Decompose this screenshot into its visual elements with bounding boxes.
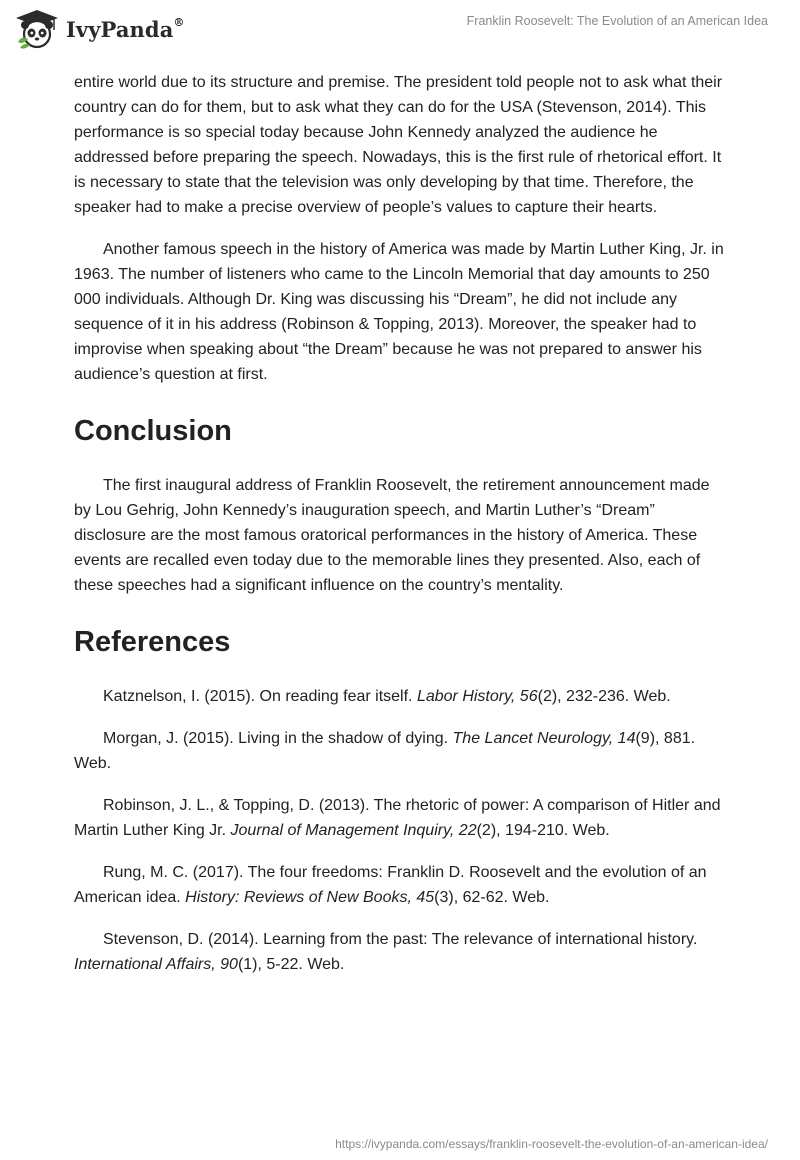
journal-title: Journal of Management Inquiry, 22 [230,822,477,839]
page-header [0,0,800,62]
journal-title: The Lancet Neurology, 14 [452,730,636,747]
registered-mark: ® [173,15,185,29]
conclusion-paragraph: The first inaugural address of Franklin Roosevelt, the retirement announcement made by Lou Gehrig, John Kennedy’s inauguration speech, and Martin Luther’s “Dream” disclosure are the most famous oratorical performances in the history of America. These events are recalled even today due to the memorable lines they presented. Also, each of these speeches had a significant influence on the country’s mentality. [74,477,710,594]
journal-title: International Affairs, 90 [74,956,238,973]
brand-name: IvyPanda® [66,15,185,42]
reference-item: Robinson, J. L., & Topping, D. (2013). The rhetoric of power: A comparison of Hitler and Martin Luther King Jr. Journal of Management Inquiry, 22(2), 194-210. Web. [74,797,721,839]
journal-title: History: Reviews of New Books, 45 [185,889,435,906]
ivypanda-logo[interactable] [14,8,185,50]
reference-item: Katznelson, I. (2015). On reading fear itself. Labor History, 56(2), 232-236. Web. [103,688,671,705]
reference-item: Morgan, J. (2015). Living in the shadow of dying. The Lancet Neurology, 14(9), 881. Web. [74,730,696,772]
source-url-link[interactable]: https://ivypanda.com/essays/franklin-roosevelt-the-evolution-of-an-american-idea/ [335,1137,768,1151]
reference-item: Rung, M. C. (2017). The four freedoms: Franklin D. Roosevelt and the evolution of an American idea. History: Reviews of New Books, 45(3), 62-62. Web. [74,864,707,906]
journal-title: Labor History, 56 [416,688,538,705]
references-heading: References [74,626,231,658]
body-paragraph: entire world due to its structure and premise. The president told people not to ask what their country can do for them, but to ask what they can do for the USA (Stevenson, 2014). This performance is so special today because John Kennedy analyzed the audience he addressed before preparing the speech. Nowadays, this is the first rule of rhetorical effort. It is necessary to state that the television was only developing by that time. Therefore, the speaker had to make a precise overview of people’s values to capture their hearts. [74,74,723,216]
reference-item: Stevenson, D. (2014). Learning from the past: The relevance of international history. International Affairs, 90(1), 5-22. Web. [74,931,698,973]
panda-mascot-icon [14,8,60,50]
body-paragraph: Another famous speech in the history of America was made by Martin Luther King, Jr. in 1963. The number of listeners who came to the Lincoln Memorial that day amounts to 250 000 individuals. Although Dr. King was discussing his “Dream”, he did not include any sequence of it in his address (Robinson & Topping, 2013). Moreover, the speaker had to improvise when speaking about “the Dream” because he was not prepared to answer his audience’s question at first. [74,241,724,383]
conclusion-heading: Conclusion [74,415,232,447]
essay-content [74,70,730,994]
references-list [74,684,730,977]
document-title: Franklin Roosevelt: The Evolution of an American Idea [466,14,768,28]
